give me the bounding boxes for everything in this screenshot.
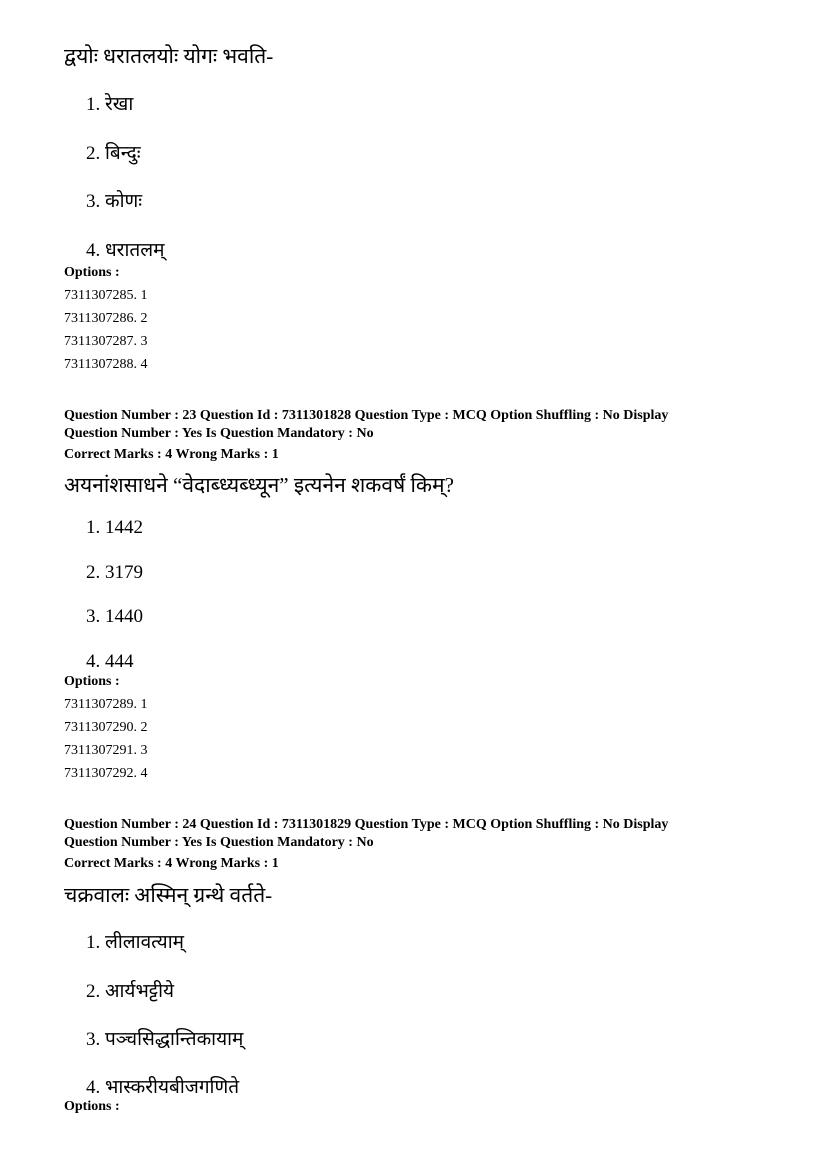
q23-option-id-4: 7311307292. 4 (64, 766, 148, 781)
q23-option-id-3: 7311307291. 3 (64, 743, 148, 758)
q23-option-id-1: 7311307289. 1 (64, 697, 148, 712)
q24-option-3: 3. पञ्चसिद्धान्तिकायाम् (86, 1029, 244, 1050)
q22-options-label: Options : (64, 265, 120, 280)
q22-option-1: 1. रेखा (86, 94, 134, 115)
q24-meta-line-2: Question Number : Yes Is Question Mandatory : No (64, 835, 374, 850)
q23-question-text: अयनांशसाधने “वेदाब्ध्यब्ध्यून” इत्यनेन शकवर्षं किम्? (64, 473, 454, 497)
q24-option-4: 4. भास्करीयबीजगणिते (86, 1077, 240, 1098)
q23-meta-line-2: Question Number : Yes Is Question Mandatory : No (64, 426, 374, 441)
q23-option-4: 4. 444 (86, 651, 134, 672)
q22-option-3: 3. कोणः (86, 191, 143, 212)
q24-meta-line-1: Question Number : 24 Question Id : 7311301829 Question Type : MCQ Option Shuffling : No Display (64, 817, 669, 832)
q22-option-id-2: 7311307286. 2 (64, 311, 148, 326)
q22-option-4: 4. धरातलम् (86, 240, 165, 261)
q23-options-label: Options : (64, 674, 120, 689)
q22-option-id-1: 7311307285. 1 (64, 288, 148, 303)
q23-option-2: 2. 3179 (86, 562, 143, 583)
q23-option-id-2: 7311307290. 2 (64, 720, 148, 735)
q23-meta-line-3: Correct Marks : 4 Wrong Marks : 1 (64, 447, 279, 462)
q22-option-id-4: 7311307288. 4 (64, 357, 148, 372)
q24-option-2: 2. आर्यभट्टीये (86, 981, 175, 1002)
q24-options-label: Options : (64, 1099, 120, 1114)
q22-option-2: 2. बिन्दुः (86, 143, 141, 164)
q24-meta-line-3: Correct Marks : 4 Wrong Marks : 1 (64, 856, 279, 871)
q23-meta-line-1: Question Number : 23 Question Id : 7311301828 Question Type : MCQ Option Shuffling : No Display (64, 408, 669, 423)
q22-option-id-3: 7311307287. 3 (64, 334, 148, 349)
q22-question-text: द्वयोः धरातलयोः योगः भवति- (64, 44, 274, 68)
q24-question-text: चक्रवालः अस्मिन् ग्रन्थे वर्तते- (64, 883, 273, 907)
q23-option-1: 1. 1442 (86, 517, 143, 538)
q24-option-1: 1. लीलावत्याम् (86, 932, 184, 953)
q23-option-3: 3. 1440 (86, 606, 143, 627)
